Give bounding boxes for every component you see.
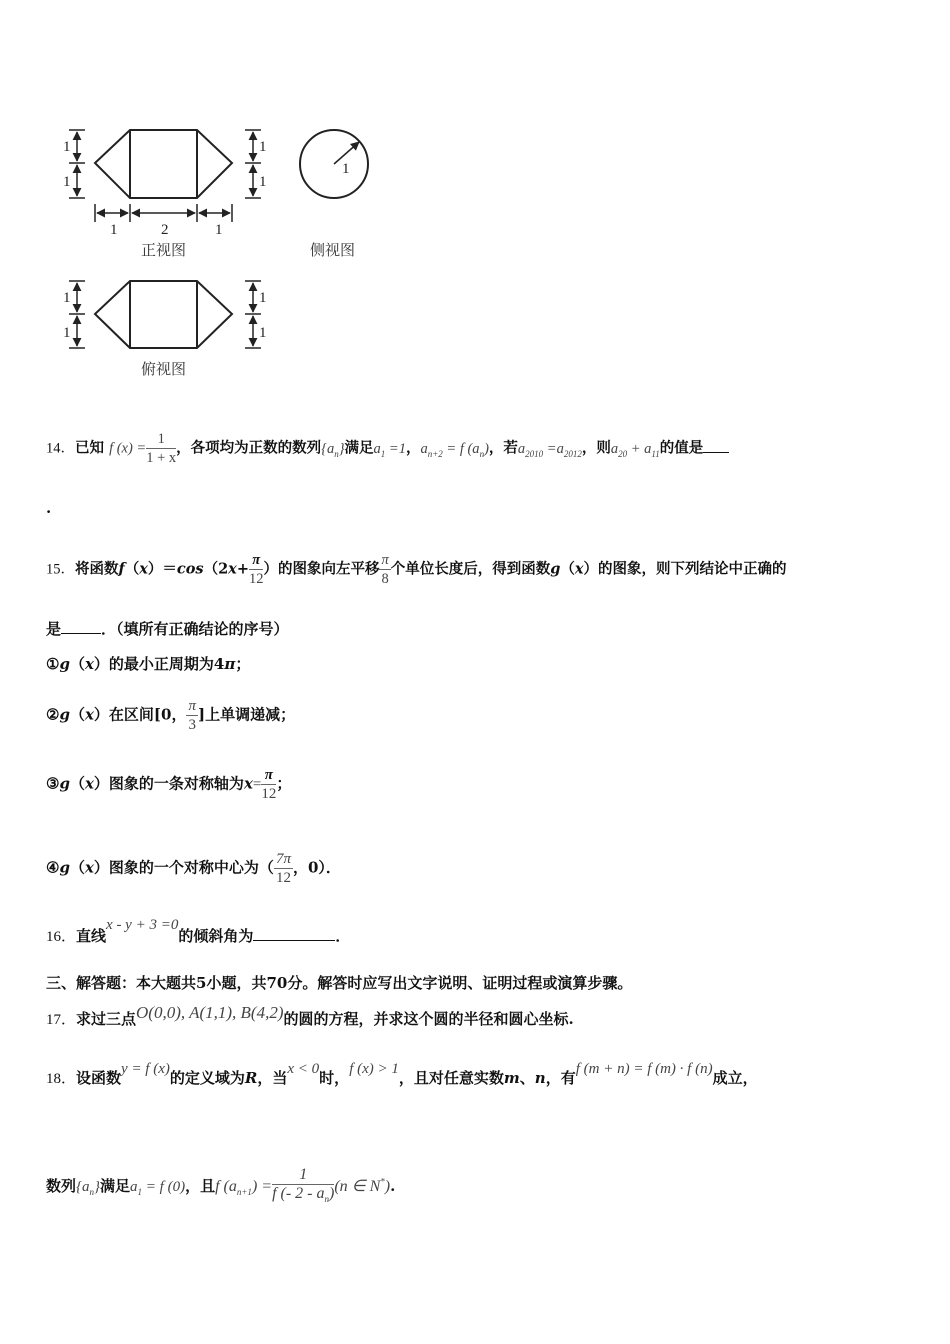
text: 的倾斜角为 [178, 927, 254, 945]
math-var: g [59, 858, 70, 877]
text: = [252, 776, 262, 793]
fraction: $\frac{7\pi}{12}$ [275, 851, 291, 886]
math-cond1: $a_1 =1$ [373, 440, 406, 459]
dim-labels [63, 139, 350, 341]
math-cond3: $a_{2010} =a_{2012}$ [517, 440, 582, 459]
text: ）图象的一条对称轴为 [93, 774, 244, 793]
text: . [390, 1177, 396, 1196]
side-view-label: 侧视图 [310, 241, 356, 259]
text: ，当 [257, 1069, 288, 1087]
text: ， [405, 439, 421, 457]
text: ； [276, 774, 292, 793]
text: ）的图象向左平移 [263, 560, 380, 578]
front-dims [69, 130, 261, 222]
text: 直线 [76, 927, 107, 945]
text: 成立， [712, 1069, 758, 1087]
math-var: g [59, 655, 70, 673]
text: （ [69, 774, 85, 793]
text: 设函数 [76, 1069, 122, 1087]
math-a1: $a_1 = f$ (0) [130, 1179, 186, 1198]
text: ]上单调递减； [197, 705, 296, 724]
text: 满足 [344, 439, 374, 457]
fraction: $\frac{1}{f (- 2 - a_n)}$ [272, 1166, 335, 1205]
q18-line2 [46, 1166, 395, 1208]
question-17 [46, 1003, 574, 1030]
text: ，且 [185, 1177, 216, 1196]
math-var: x [84, 705, 94, 724]
text: 个单位长度后，得到函数 [390, 560, 551, 578]
top-view [95, 281, 232, 348]
math-var: x [84, 858, 94, 877]
section-3-title: 三、解答题：本大题共5小题，共70分。解答时应写出文字说明、证明过程或演算步骤。 [46, 974, 633, 992]
text: ，各项均为正数的数列 [176, 439, 322, 457]
top-view-label: 俯视图 [141, 360, 187, 378]
text: ； [235, 655, 251, 673]
math-var: cos [176, 560, 204, 578]
fraction: $\frac{\pi}{12}$ [261, 767, 277, 802]
dim-label: 1 [259, 174, 267, 190]
text: 求过三点 [76, 1010, 137, 1028]
fraction: $\frac{1}{1 + x}$ [146, 431, 177, 466]
text: ）＝ [147, 560, 177, 578]
math-points: O(0,0), A(1,1), B(4,2) [136, 1003, 284, 1022]
text: 是 [46, 620, 62, 638]
dim-label: 1 [259, 290, 267, 306]
math-seq: $\{a_n\}$ [321, 440, 345, 459]
text: ）图象的一个对称中心为（ [93, 858, 274, 877]
math-var: R [244, 1069, 258, 1087]
math-yfx: y = f (x) [121, 1061, 170, 1077]
math-functional-eq: f (m + n) = f (m) · f (n) [575, 1061, 713, 1077]
math-var: x [574, 560, 584, 578]
text: （ [560, 560, 575, 578]
text: （2 [203, 560, 229, 578]
text: ，且对任意实数 [398, 1069, 504, 1087]
text: （ [69, 858, 85, 877]
math-fx: f (x) = [109, 440, 147, 457]
math-cond2: f (x) > 1 [349, 1061, 399, 1077]
text: （ [69, 705, 85, 724]
question-15 [46, 551, 787, 588]
text: ④ [46, 858, 60, 877]
text: ）的最小正周期为4 [93, 655, 225, 673]
math-var: f [118, 560, 125, 578]
math-seq: $\{a_n\}$ [76, 1179, 101, 1198]
text: 满足 [100, 1177, 131, 1196]
question-number: 17． [46, 1012, 77, 1028]
question-number: 15． [46, 561, 75, 578]
text: ，0）． [292, 858, 341, 877]
math-cond: x < 0 [287, 1061, 320, 1077]
math-domain: (n ∈ N*) [334, 1176, 391, 1196]
dim-label: 1 [342, 161, 350, 177]
front-view [95, 130, 232, 198]
math-var: g [59, 774, 70, 793]
text: 、 [519, 1069, 535, 1087]
dim-label: 1 [63, 174, 71, 190]
q15-option-2 [46, 697, 295, 734]
text: 已知 [75, 439, 104, 457]
text: （ [124, 560, 140, 578]
question-16 [46, 917, 351, 947]
text: ，则 [581, 439, 611, 457]
text: 数列 [46, 1177, 77, 1196]
fraction: $\frac{\pi}{12}$ [248, 552, 264, 587]
text: ，若 [488, 439, 518, 457]
dim-label: 1 [63, 139, 71, 155]
text: ① [46, 655, 60, 673]
question-number: 16． [46, 929, 77, 945]
text: ，有 [545, 1069, 576, 1087]
front-view-label: 正视图 [141, 241, 187, 259]
question-number: 14． [46, 440, 75, 457]
math-var: g [550, 560, 561, 578]
math-var: m [503, 1069, 520, 1087]
dim-label: 1 [63, 290, 71, 306]
dim-label: 2 [161, 222, 169, 238]
dim-label: 1 [215, 222, 223, 238]
dim-label: 1 [259, 139, 267, 155]
dim-label: 1 [63, 325, 71, 341]
answer-blank[interactable] [253, 926, 335, 941]
question-18 [46, 1061, 758, 1089]
answer-blank[interactable] [61, 619, 101, 634]
math-var: π [224, 655, 236, 673]
answer-blank[interactable] [703, 438, 729, 453]
question-number: 18． [46, 1071, 77, 1087]
math-recurrence-lhs: f $(a_{n+1})$ = [215, 1178, 273, 1198]
text: ）在区间[0， [93, 705, 187, 724]
math-var: g [59, 705, 70, 724]
text: 时， [319, 1069, 350, 1087]
math-line-eq: x - y + 3 =0 [106, 917, 179, 933]
math-sum: $a_{20} + a_{11}$ [610, 440, 660, 459]
fraction: $\frac{\pi}{3}$ [188, 698, 196, 733]
text: 的定义域为 [169, 1069, 245, 1087]
math-var: x [84, 774, 94, 793]
q15-option-3 [46, 766, 291, 803]
text: ③ [46, 774, 60, 793]
math-var: x [228, 560, 237, 578]
math-var: x [139, 560, 148, 578]
text: ）的图象，则下列结论中正确的 [583, 560, 787, 578]
side-view [300, 130, 368, 198]
math-var: x [84, 655, 94, 673]
question-14 [46, 430, 729, 467]
text: 的圆的方程，并求这个圆的半径和圆心坐标. [283, 1010, 574, 1028]
q15-option-1 [46, 654, 250, 674]
text: ② [46, 705, 60, 724]
q15-line2 [46, 619, 289, 639]
math-var: x [243, 774, 253, 793]
text: ． [335, 927, 351, 945]
text: ．（填所有正确结论的序号） [101, 620, 289, 638]
q15-option-4 [46, 850, 341, 887]
math-var: n [534, 1069, 546, 1087]
fraction: $\frac{\pi}{8}$ [381, 552, 389, 587]
math-cond2: $a_{n+2} = f$ $(a_n)$ [420, 440, 489, 459]
dim-label: 1 [259, 325, 267, 341]
text: 将函数 [75, 560, 119, 578]
dim-label: 1 [110, 222, 118, 238]
text: （ [69, 655, 85, 673]
text: 的值是 [659, 439, 704, 457]
q14-end: . [46, 499, 52, 517]
text: + [236, 560, 249, 578]
